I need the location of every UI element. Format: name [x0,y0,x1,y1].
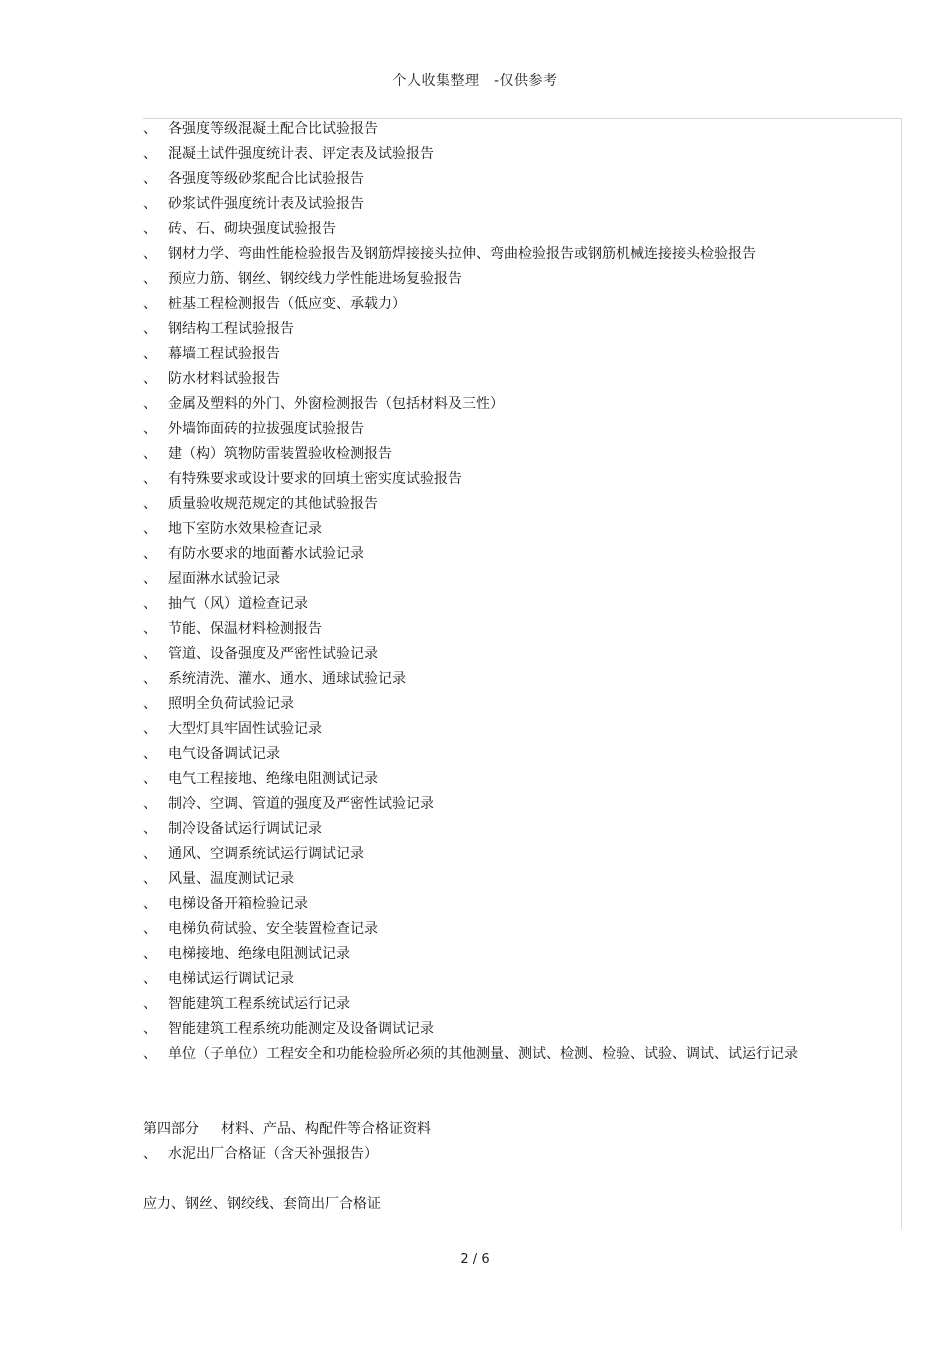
list-item [143,817,843,842]
section-list-item [143,1142,378,1167]
list-item-text: 防水材料试验报告 [168,371,280,387]
list-item [143,767,843,792]
list-item [143,567,843,592]
list-item [143,317,843,342]
list-item [143,642,843,667]
bullet-mark: 、 [143,1021,157,1037]
list-item-text: 智能建筑工程系统试运行记录 [168,996,350,1012]
list-item-text: 水泥出厂合格证（含天补强报告） [168,1146,378,1162]
bullet-mark: 、 [143,346,157,362]
bullet-mark: 、 [143,846,157,862]
list-item [143,592,843,617]
list-item [143,742,843,767]
list-item-text: 大型灯具牢固性试验记录 [168,721,322,737]
list-item-text: 砂浆试件强度统计表及试验报告 [168,196,364,212]
bullet-mark: 、 [143,1046,157,1062]
list-item-text: 电梯设备开箱检验记录 [168,896,308,912]
list-item-text: 幕墙工程试验报告 [168,346,280,362]
list-item [143,917,843,942]
list-item [143,467,843,492]
list-item-text: 各强度等级砂浆配合比试验报告 [168,171,364,187]
list-item-text: 管道、设备强度及严密性试验记录 [168,646,378,662]
bullet-mark: 、 [143,371,157,387]
bullet-mark: 、 [143,296,157,312]
bullet-mark: 、 [143,221,157,237]
list-item [143,667,843,692]
list-item-text: 系统清洗、灌水、通水、通球试验记录 [168,671,406,687]
list-item [143,442,843,467]
bullet-mark: 、 [143,396,157,412]
bullet-mark: 、 [143,771,157,787]
list-item [143,342,843,367]
list-item-text: 砖、石、砌块强度试验报告 [168,221,336,237]
bullet-mark: 、 [143,471,157,487]
list-item [143,242,843,267]
list-item-text: 外墙饰面砖的拉拔强度试验报告 [168,421,364,437]
list-item-text: 电气设备调试记录 [168,746,280,762]
list-item-text: 预应力筋、钢丝、钢绞线力学性能进场复验报告 [168,271,462,287]
body-line: 应力、钢丝、钢绞线、套筒出厂合格证 [143,1196,381,1212]
list-item-text: 通风、空调系统试运行调试记录 [168,846,364,862]
list-item [143,792,843,817]
list-item [143,142,843,167]
list-item [143,367,843,392]
bullet-mark: 、 [143,896,157,912]
bullet-mark: 、 [143,446,157,462]
list-item-text: 抽气（风）道检查记录 [168,596,308,612]
bullet-mark: 、 [143,871,157,887]
bullet-mark: 、 [143,121,157,137]
bullet-mark: 、 [143,921,157,937]
list-item [143,892,843,917]
list-item-text: 电梯接地、绝缘电阻测试记录 [168,946,350,962]
list-item-text: 地下室防水效果检查记录 [168,521,322,537]
list-item [143,692,843,717]
list-item-text: 单位（子单位）工程安全和功能检验所必须的其他测量、测试、检测、检验、试验、调试、试运行记录 [168,1046,798,1062]
list-item [143,192,843,217]
bullet-mark: 、 [143,821,157,837]
list-item [143,217,843,242]
list-item [143,967,843,992]
list-item-text: 金属及塑料的外门、外窗检测报告（包括材料及三性） [168,396,504,412]
bullet-mark: 、 [143,171,157,187]
list-item [143,417,843,442]
list-item-text: 混凝土试件强度统计表、评定表及试验报告 [168,146,434,162]
page-number: 2 / 6 [460,1252,490,1267]
list-item [143,842,843,867]
list-item-text: 节能、保温材料检测报告 [168,621,322,637]
list-item-text: 质量验收规范规定的其他试验报告 [168,496,378,512]
list-item [143,867,843,892]
list-item [143,292,843,317]
list-item-text: 风量、温度测试记录 [168,871,294,887]
list-item-text: 智能建筑工程系统功能测定及设备调试记录 [168,1021,434,1037]
bullet-mark: 、 [143,196,157,212]
list-item [143,717,843,742]
list-item-text: 各强度等级混凝土配合比试验报告 [168,121,378,137]
bullet-mark: 、 [143,546,157,562]
bullet-mark: 、 [143,671,157,687]
list-item-text: 有特殊要求或设计要求的回填土密实度试验报告 [168,471,462,487]
bullet-mark: 、 [143,421,157,437]
bullet-mark: 、 [143,271,157,287]
bullet-mark: 、 [143,496,157,512]
list-item-wrapped [143,1042,833,1067]
bullet-mark: 、 [143,946,157,962]
bullet-mark: 、 [143,646,157,662]
bullet-mark: 、 [143,971,157,987]
list-item [143,542,843,567]
list-item [143,117,843,142]
list-item [143,167,843,192]
list-item [143,267,843,292]
page-header: 个人收集整理 -仅供参考 [392,73,558,89]
bullet-mark: 、 [143,996,157,1012]
list-item-text: 电梯试运行调试记录 [168,971,294,987]
list-item-text: 电梯负荷试验、安全装置检查记录 [168,921,378,937]
bullet-mark: 、 [143,696,157,712]
list-item-text: 制冷设备试运行调试记录 [168,821,322,837]
bullet-mark: 、 [143,721,157,737]
bullet-mark: 、 [143,1146,157,1162]
bullet-mark: 、 [143,571,157,587]
bullet-mark: 、 [143,796,157,812]
list-item-text: 照明全负荷试验记录 [168,696,294,712]
bullet-mark: 、 [143,246,157,262]
section-heading [143,1117,431,1142]
list-item [143,942,843,967]
bullet-mark: 、 [143,621,157,637]
list-item-text: 桩基工程检测报告（低应变、承载力） [168,296,406,312]
list-item-text: 建（构）筑物防雷装置验收检测报告 [168,446,392,462]
bullet-mark: 、 [143,321,157,337]
list-item [143,1017,843,1042]
list-item [143,492,843,517]
list-item-text: 钢材力学、弯曲性能检验报告及钢筋焊接接头拉伸、弯曲检验报告或钢筋机械连接接头检验报告 [168,246,756,262]
list-item-text: 电气工程接地、绝缘电阻测试记录 [168,771,378,787]
section-title-text: 材料、产品、构配件等合格证资料 [221,1121,431,1137]
list-item [143,517,843,542]
list-item-text: 钢结构工程试验报告 [168,321,294,337]
bullet-mark: 、 [143,596,157,612]
bullet-mark: 、 [143,146,157,162]
list-item-text: 有防水要求的地面蓄水试验记录 [168,546,364,562]
list-item-text: 屋面淋水试验记录 [168,571,280,587]
section-label: 第四部分 [143,1121,199,1137]
list-item [143,617,843,642]
list-item [143,392,843,417]
list-item-text: 制冷、空调、管道的强度及严密性试验记录 [168,796,434,812]
bullet-mark: 、 [143,746,157,762]
bullet-mark: 、 [143,521,157,537]
checklist [143,117,843,1042]
list-item [143,992,843,1017]
